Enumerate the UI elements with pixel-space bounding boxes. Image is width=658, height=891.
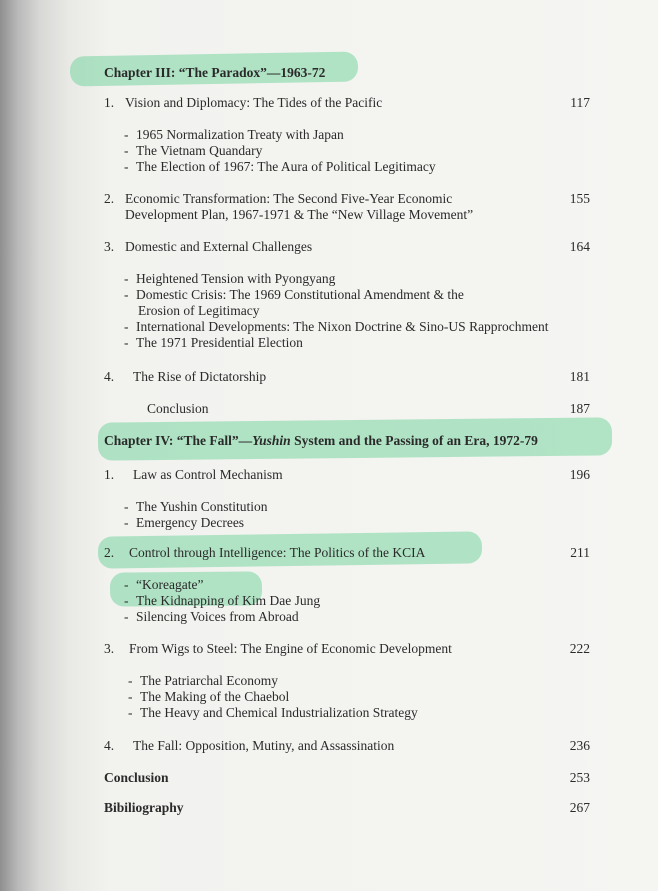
bibliography-heading: Bibiliography (104, 800, 184, 815)
toc-item-page: 267 (569, 800, 590, 815)
chapter-4-title: Chapter IV: “The Fall”—Yushin System and the Passing of an Era, 1972-79 (104, 433, 538, 448)
toc-item-page: 117 (570, 95, 590, 110)
toc-item-title: The Rise of Dictatorship (133, 369, 267, 384)
toc-item-title-cont: Development Plan, 1967-1971 & The “New Village Movement” (125, 207, 474, 222)
sub-item-cont: Erosion of Legitimacy (138, 303, 260, 318)
toc-item-title: Domestic and External Challenges (125, 239, 313, 254)
toc-item-page: 164 (569, 239, 590, 254)
toc-item-title: The Fall: Opposition, Mutiny, and Assassination (133, 738, 395, 753)
toc-item-title: Control through Intelligence: The Politics of the KCIA (129, 545, 426, 560)
toc-item-num: 3. (104, 641, 115, 656)
sub-item: - Silencing Voices from Abroad (124, 609, 299, 624)
sub-item: - The Kidnapping of Kim Dae Jung (124, 593, 321, 608)
sub-item: - The Heavy and Chemical Industrialization Strategy (128, 705, 418, 720)
chapter-conclusion: Conclusion (147, 401, 209, 416)
sub-item: - Domestic Crisis: The 1969 Constitutional Amendment & the (124, 287, 464, 302)
sub-item: - “Koreagate” (124, 577, 204, 592)
sub-item: - The Patriarchal Economy (128, 673, 278, 688)
toc-item-num: 2. (104, 545, 115, 560)
toc-item-title: Vision and Diplomacy: The Tides of the Pacific (125, 95, 383, 110)
chapter-3-title: Chapter III: “The Paradox”—1963-72 (104, 65, 326, 80)
toc-item-num: 1. (104, 95, 115, 110)
toc-item-page: 236 (569, 738, 590, 753)
sub-item: - Heightened Tension with Pyongyang (124, 271, 336, 286)
toc-item-page: 181 (569, 369, 590, 384)
toc-item-title: Economic Transformation: The Second Five-Year Economic (125, 191, 453, 206)
toc-item-page: 211 (570, 545, 590, 560)
sub-item: - 1965 Normalization Treaty with Japan (124, 127, 344, 142)
toc-item-page: 187 (569, 401, 590, 416)
toc-item-title: Law as Control Mechanism (133, 467, 283, 482)
sub-item: - The 1971 Presidential Election (124, 335, 303, 350)
sub-item: - The Making of the Chaebol (128, 689, 290, 704)
sub-item: - The Vietnam Quandary (124, 143, 263, 158)
conclusion-heading: Conclusion (104, 770, 169, 785)
toc-item-num: 3. (104, 239, 115, 254)
toc-item-title: From Wigs to Steel: The Engine of Economic Development (129, 641, 452, 656)
sub-item: - Emergency Decrees (124, 515, 245, 530)
toc-item-num: 1. (104, 467, 115, 482)
toc-item-num: 4. (104, 369, 115, 384)
toc-item-num: 2. (104, 191, 115, 206)
toc-item-page: 253 (569, 770, 590, 785)
toc-item-page: 222 (569, 641, 590, 656)
sub-item: - International Developments: The Nixon Doctrine & Sino-US Rapprochment (124, 319, 549, 334)
sub-item: - The Election of 1967: The Aura of Political Legitimacy (124, 159, 436, 174)
toc-item-num: 4. (104, 738, 115, 753)
toc-item-page: 196 (569, 467, 590, 482)
sub-item: - The Yushin Constitution (124, 499, 268, 514)
toc-item-page: 155 (569, 191, 590, 206)
